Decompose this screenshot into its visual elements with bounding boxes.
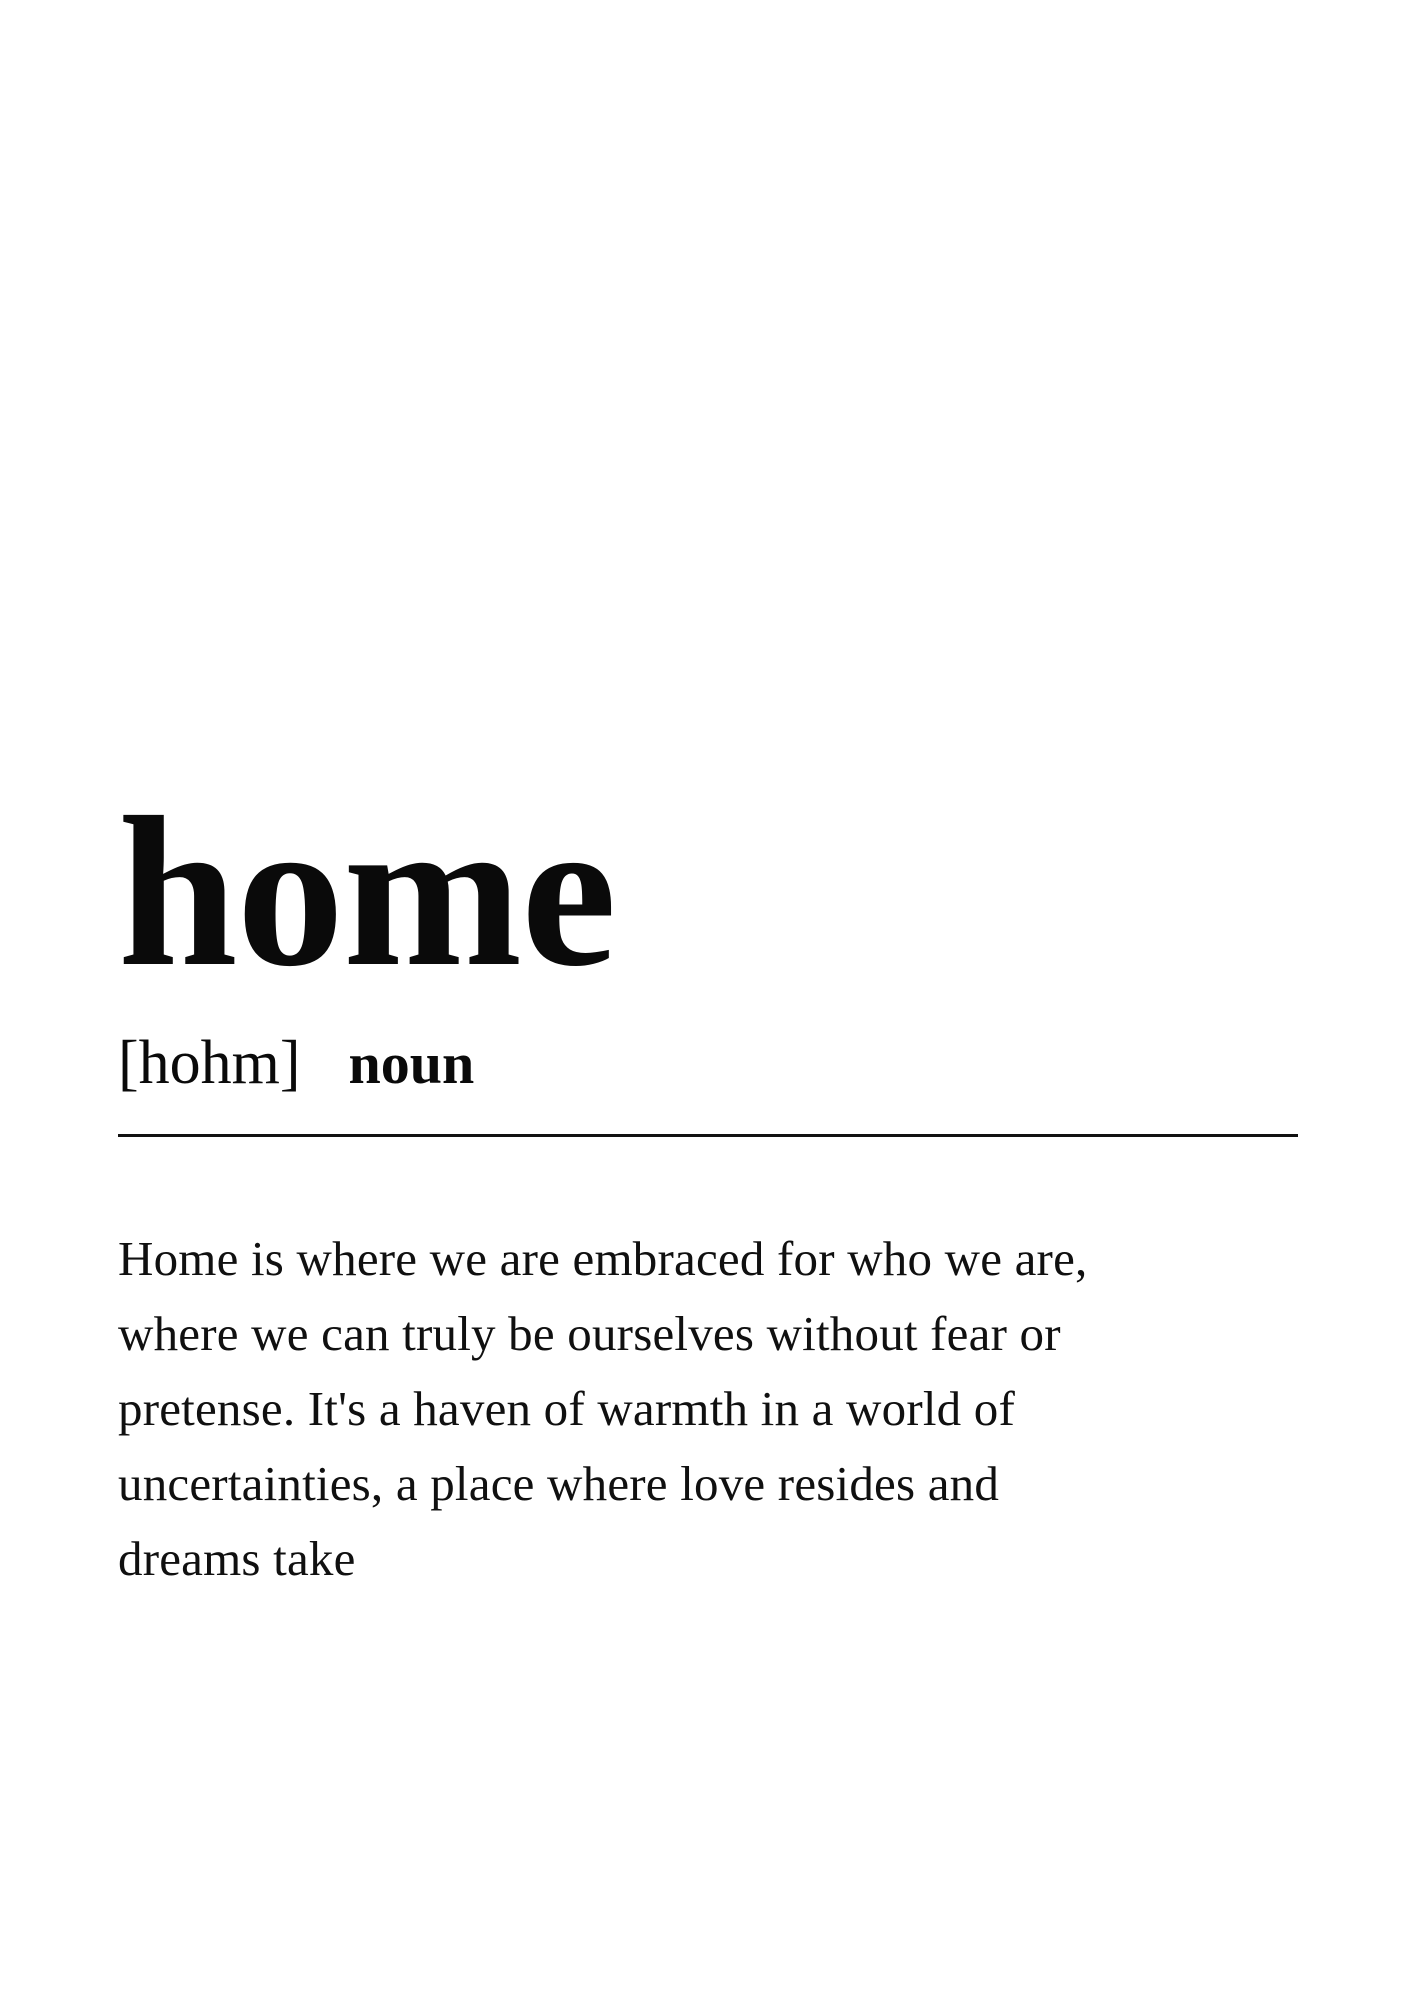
definition-text: Home is where we are embraced for who we are, where we can truly be ourselves without fear or pretense. It's a haven of warmth in a world of uncertainties, a place where love resides and dreams take bbox=[118, 1231, 1088, 1587]
pronunciation-row bbox=[118, 1029, 1298, 1098]
pronunciation-text: [hohm] bbox=[118, 1029, 301, 1098]
poster-content bbox=[118, 772, 1298, 1597]
word-title: home bbox=[118, 772, 616, 1011]
part-of-speech-label: noun bbox=[348, 1031, 475, 1097]
horizontal-divider bbox=[118, 1134, 1298, 1137]
